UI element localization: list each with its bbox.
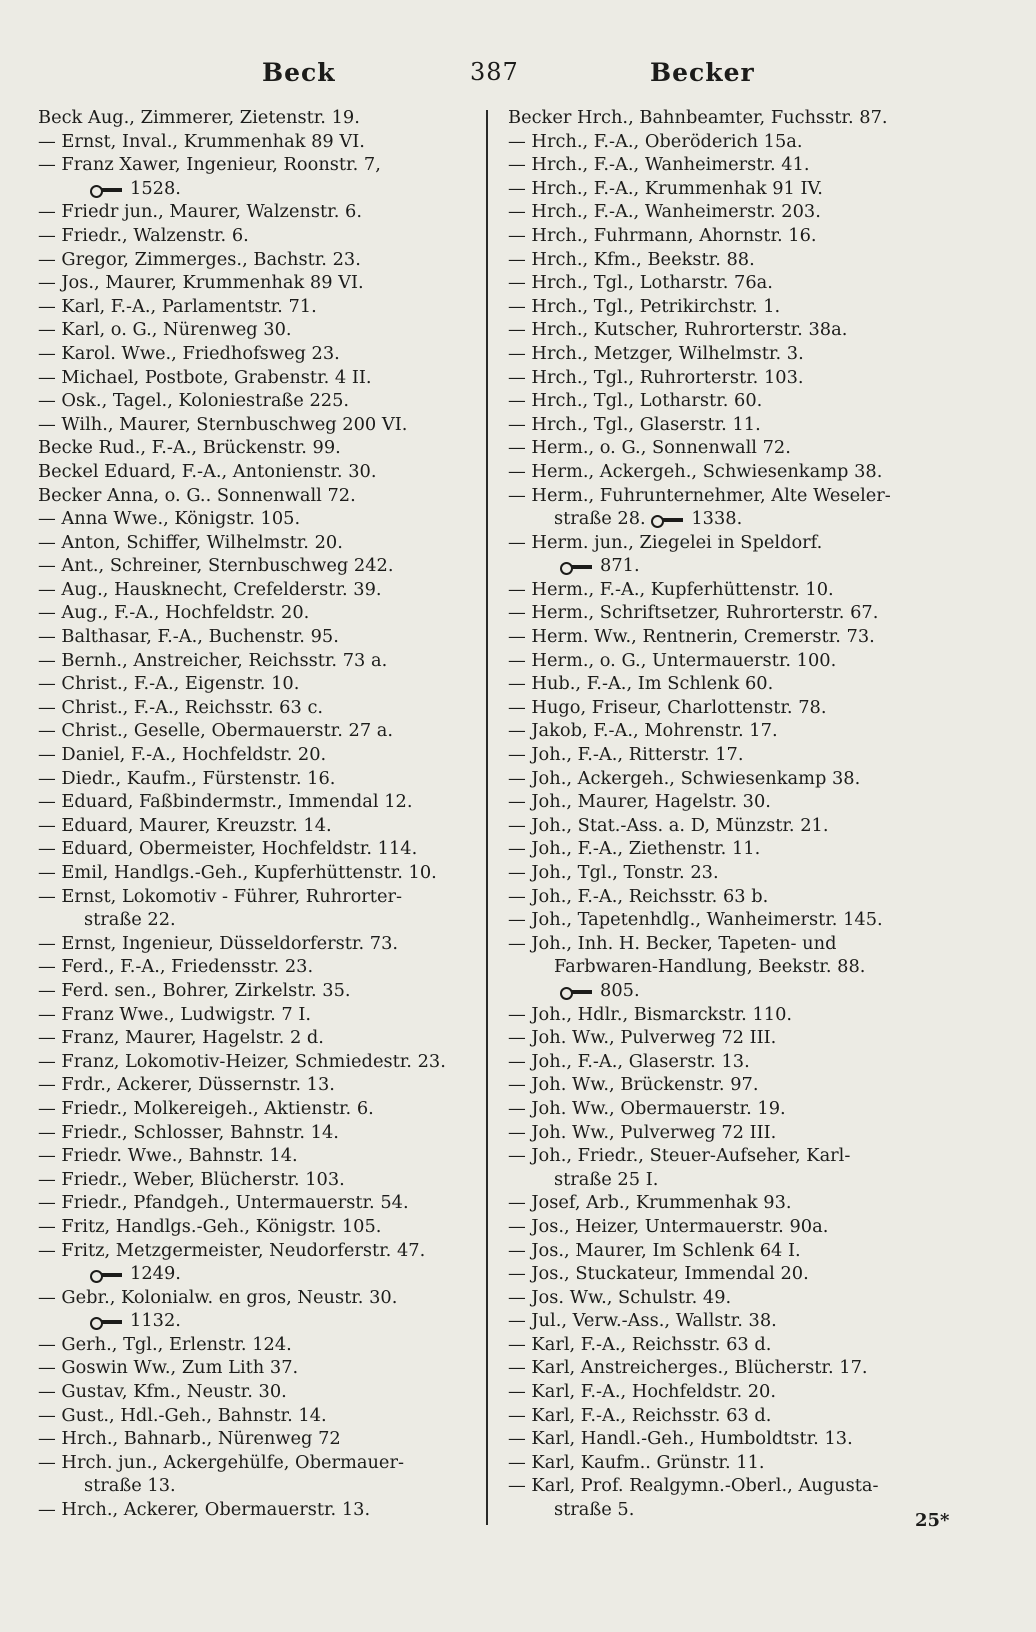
entry: — Herm., o. G., Untermauerstr. 100.	[508, 649, 837, 671]
entry: Becker Anna, o. G.. Sonnenwall 72.	[38, 484, 356, 506]
entry: — Hrch., Tgl., Petrikirchstr. 1.	[508, 295, 781, 317]
entry: — Frdr., Ackerer, Düssernstr. 13.	[38, 1074, 335, 1096]
entry: — Friedr., Schlosser, Bahnstr. 14.	[38, 1121, 339, 1143]
phone-number: 1528.	[130, 177, 181, 199]
entry: — Joh., Inh. H. Becker, Tapeten- und	[508, 932, 837, 954]
entry: — Hrch., Tgl., Glaserstr. 11.	[508, 413, 761, 435]
entry: — Joh., Tapetenhdlg., Wanheimerstr. 145.	[508, 909, 883, 931]
phone-number: 871.	[600, 555, 640, 577]
entry: — Hrch., Ackerer, Obermauerstr. 13.	[38, 1499, 371, 1521]
entry: — Franz, Maurer, Hagelstr. 2 d.	[38, 1027, 324, 1049]
entry-continuation: straße 22.	[84, 909, 176, 931]
entry: — Joh., Tgl., Tonstr. 23.	[508, 862, 719, 883]
entry: Becker Hrch., Bahnbeamter, Fuchsstr. 87.	[508, 107, 888, 128]
entry-continuation: Farbwaren-Handlung, Beekstr. 88.	[554, 956, 866, 978]
entry: — Joh., Stat.-Ass. a. D, Münzstr. 21.	[508, 814, 829, 836]
entry: — Karl, Kaufm.. Grünstr. 11.	[508, 1451, 765, 1473]
entry: — Jos., Heizer, Untermauerstr. 90a.	[508, 1215, 829, 1237]
entry: — Karl, F.-A., Reichsstr. 63 d.	[508, 1404, 772, 1426]
entry: — Ferd. sen., Bohrer, Zirkelstr. 35.	[38, 979, 351, 1001]
entry: — Hrch., Tgl., Lotharstr. 60.	[508, 390, 763, 412]
entry: — Gust., Hdl.-Geh., Bahnstr. 14.	[38, 1404, 327, 1426]
entry: — Aug., Hausknecht, Crefelderstr. 39.	[38, 578, 382, 600]
telephone-icon	[560, 986, 594, 996]
entry-continuation: straße 25 I.	[554, 1168, 659, 1190]
entry-continuation: straße 13.	[84, 1475, 176, 1497]
entry: — Karl, Prof. Realgymn.-Oberl., Augusta-	[508, 1475, 879, 1497]
telephone-icon	[560, 561, 594, 571]
entry: — Ernst, Ingenieur, Düsseldorferstr. 73.	[38, 932, 399, 954]
entry: — Christ., F.-A., Eigenstr. 10.	[38, 673, 300, 695]
entry: — Joh. Ww., Pulverweg 72 III.	[508, 1027, 777, 1049]
right-column	[508, 106, 958, 1522]
entry: — Goswin Ww., Zum Lith 37.	[38, 1357, 299, 1379]
entry: — Ant., Schreiner, Sternbuschweg 242.	[38, 555, 394, 577]
entry: — Friedr., Walzenstr. 6.	[38, 224, 249, 246]
phone-entry	[38, 1309, 478, 1333]
entry: — Hrch., Bahnarb., Nürenweg 72	[38, 1428, 341, 1450]
entry: — Herm., Schriftsetzer, Ruhrorterstr. 67.	[508, 602, 879, 624]
phone-number: 1132.	[130, 1310, 181, 1332]
entry: — Anton, Schiffer, Wilhelmstr. 20.	[38, 531, 343, 553]
entry: — Hrch., F.-A., Wanheimerstr. 203.	[508, 201, 821, 223]
entry: — Daniel, F.-A., Hochfeldstr. 20.	[38, 744, 327, 766]
entry: — Ferd., F.-A., Friedensstr. 23.	[38, 956, 314, 978]
header-left-keyword: Beck	[262, 58, 336, 87]
entry: — Friedr., Molkereigeh., Aktienstr. 6.	[38, 1097, 374, 1119]
entry: — Hub., F.-A., Im Schlenk 60.	[508, 673, 774, 695]
entry: — Friedr., Pfandgeh., Untermauerstr. 54.	[38, 1192, 409, 1214]
entry: — Hrch. jun., Ackergehülfe, Obermauer-	[38, 1451, 404, 1473]
entry: — Herm. Ww., Rentnerin, Cremerstr. 73.	[508, 626, 875, 648]
entry: — Joh., F.-A., Reichsstr. 63 b.	[508, 885, 769, 907]
entry: — Anna Wwe., Königstr. 105.	[38, 508, 301, 530]
entry: — Herm., Ackergeh., Schwiesenkamp 38.	[508, 460, 883, 482]
header-right-keyword: Becker	[650, 58, 755, 87]
entry: — Herm. jun., Ziegelei in Speldorf.	[508, 531, 823, 553]
entry: — Osk., Tagel., Koloniestraße 225.	[38, 390, 350, 412]
entry: — Joh. Ww., Pulverweg 72 III.	[508, 1121, 777, 1143]
entry: — Gebr., Kolonialw. en gros, Neustr. 30.	[38, 1286, 398, 1308]
entry: — Hrch., Tgl., Ruhrorterstr. 103.	[508, 366, 804, 388]
entry: — Fritz, Metzgermeister, Neudorferstr. 47.	[38, 1239, 426, 1261]
entry: — Aug., F.-A., Hochfeldstr. 20.	[38, 602, 310, 624]
entry: — Fritz, Handlgs.-Geh., Königstr. 105.	[38, 1215, 382, 1237]
entry: — Franz Wwe., Ludwigstr. 7 I.	[38, 1003, 312, 1025]
entry: — Hrch., Kutscher, Ruhrorterstr. 38a.	[508, 319, 848, 341]
phone-number: 1338.	[691, 508, 743, 530]
entry: — Hrch., Metzger, Wilhelmstr. 3.	[508, 342, 804, 364]
entry: — Franz Xawer, Ingenieur, Roonstr. 7,	[38, 154, 381, 176]
entry: — Karl, o. G., Nürenweg 30.	[38, 319, 292, 341]
entry: — Franz, Lokomotiv-Heizer, Schmiedestr. 23.	[38, 1050, 446, 1072]
continuation-text: straße 28.	[554, 508, 646, 530]
entry: — Joh., F.-A., Ziethenstr. 11.	[508, 838, 761, 860]
entry: — Karl, F.-A., Parlamentstr. 71.	[38, 295, 317, 317]
phone-entry	[508, 554, 958, 578]
telephone-icon	[90, 1316, 124, 1326]
entry: — Herm., o. G., Sonnenwall 72.	[508, 437, 791, 459]
entry: — Joh., Hdlr., Bismarckstr. 110.	[508, 1003, 793, 1025]
entry: — Herm., Fuhrunternehmer, Alte Weseler-	[508, 484, 891, 506]
entry: — Karl, F.-A., Hochfeldstr. 20.	[508, 1381, 777, 1403]
entry: — Josef, Arb., Krummenhak 93.	[508, 1192, 792, 1214]
entry: — Christ., F.-A., Reichsstr. 63 c.	[38, 696, 324, 718]
entry: — Gustav, Kfm., Neustr. 30.	[38, 1381, 287, 1403]
entry: — Jos., Maurer, Im Schlenk 64 I.	[508, 1239, 801, 1261]
phone-entry	[508, 979, 958, 1003]
entry: — Bernh., Anstreicher, Reichsstr. 73 a.	[38, 649, 388, 671]
entry: Beckel Eduard, F.-A., Antonienstr. 30.	[38, 460, 377, 482]
entry: — Diedr., Kaufm., Fürstenstr. 16.	[38, 767, 336, 789]
page-number: 387	[470, 58, 519, 86]
printer-signature: 25*	[915, 1510, 950, 1531]
entry: — Emil, Handlgs.-Geh., Kupferhüttenstr. 10.	[38, 862, 437, 883]
entry: — Ernst, Lokomotiv - Führer, Ruhrorter-	[38, 885, 402, 907]
entry: — Jakob, F.-A., Mohrenstr. 17.	[508, 720, 778, 742]
phone-entry	[38, 177, 478, 201]
left-column	[38, 106, 478, 1522]
entry: Becke Rud., F.-A., Brückenstr. 99.	[38, 437, 341, 459]
entry: — Joh., F.-A., Glaserstr. 13.	[508, 1050, 750, 1072]
entry: — Hrch., F.-A., Wanheimerstr. 41.	[508, 154, 810, 176]
entry: — Joh., Maurer, Hagelstr. 30.	[508, 791, 771, 813]
entry: — Joh., F.-A., Ritterstr. 17.	[508, 744, 744, 766]
entry: — Jos., Stuckateur, Immendal 20.	[508, 1263, 809, 1285]
entry: — Hrch., Fuhrmann, Ahornstr. 16.	[508, 224, 817, 246]
entry: — Karl, F.-A., Reichsstr. 63 d.	[508, 1333, 772, 1355]
entry: — Friedr. Wwe., Bahnstr. 14.	[38, 1145, 298, 1167]
entry: — Joh. Ww., Obermauerstr. 19.	[508, 1097, 786, 1119]
entry: — Eduard, Maurer, Kreuzstr. 14.	[38, 814, 332, 836]
entry-continuation	[508, 507, 958, 531]
entry: — Gregor, Zimmerges., Bachstr. 23.	[38, 248, 361, 270]
entry: — Wilh., Maurer, Sternbuschweg 200 VI.	[38, 413, 408, 435]
entry: — Friedr., Weber, Blücherstr. 103.	[38, 1168, 345, 1190]
entry: — Karl, Handl.-Geh., Humboldtstr. 13.	[508, 1428, 853, 1450]
telephone-icon	[651, 514, 685, 524]
entry: — Karol. Wwe., Friedhofsweg 23.	[38, 342, 340, 364]
entry: — Joh., Ackergeh., Schwiesenkamp 38.	[508, 767, 861, 789]
entry: — Herm., F.-A., Kupferhüttenstr. 10.	[508, 578, 834, 600]
entry-continuation: straße 5.	[554, 1499, 635, 1521]
entry: — Jul., Verw.-Ass., Wallstr. 38.	[508, 1310, 777, 1332]
entry: — Eduard, Obermeister, Hochfeldstr. 114.	[38, 838, 418, 860]
entry: — Hrch., Tgl., Lotharstr. 76a.	[508, 272, 773, 294]
entry: — Hrch., F.-A., Krummenhak 91 IV.	[508, 177, 823, 199]
entry: — Ernst, Inval., Krummenhak 89 VI.	[38, 130, 365, 152]
entry: — Karl, Anstreicherges., Blücherstr. 17.	[508, 1357, 868, 1379]
phone-number: 1249.	[130, 1263, 181, 1285]
phone-entry	[38, 1262, 478, 1286]
column-divider	[486, 110, 488, 1525]
phone-number: 805.	[600, 979, 640, 1001]
entry: — Balthasar, F.-A., Buchenstr. 95.	[38, 626, 339, 648]
entry: — Hugo, Friseur, Charlottenstr. 78.	[508, 696, 827, 718]
entry: — Hrch., Kfm., Beekstr. 88.	[508, 248, 755, 270]
entry: — Jos. Ww., Schulstr. 49.	[508, 1286, 732, 1308]
entry: — Joh. Ww., Brückenstr. 97.	[508, 1074, 759, 1096]
entry: Beck Aug., Zimmerer, Zietenstr. 19.	[38, 107, 360, 128]
entry: — Joh., Friedr., Steuer-Aufseher, Karl-	[508, 1145, 851, 1167]
telephone-icon	[90, 184, 124, 194]
telephone-icon	[90, 1269, 124, 1279]
entry: — Friedr jun., Maurer, Walzenstr. 6.	[38, 201, 362, 223]
entry: — Eduard, Faßbindermstr., Immendal 12.	[38, 791, 413, 813]
entry: — Christ., Geselle, Obermauerstr. 27 a.	[38, 720, 394, 742]
entry: — Hrch., F.-A., Oberöderich 15a.	[508, 130, 803, 152]
entry: — Gerh., Tgl., Erlenstr. 124.	[38, 1333, 292, 1355]
entry: — Jos., Maurer, Krummenhak 89 VI.	[38, 272, 364, 294]
entry: — Michael, Postbote, Grabenstr. 4 II.	[38, 366, 372, 388]
